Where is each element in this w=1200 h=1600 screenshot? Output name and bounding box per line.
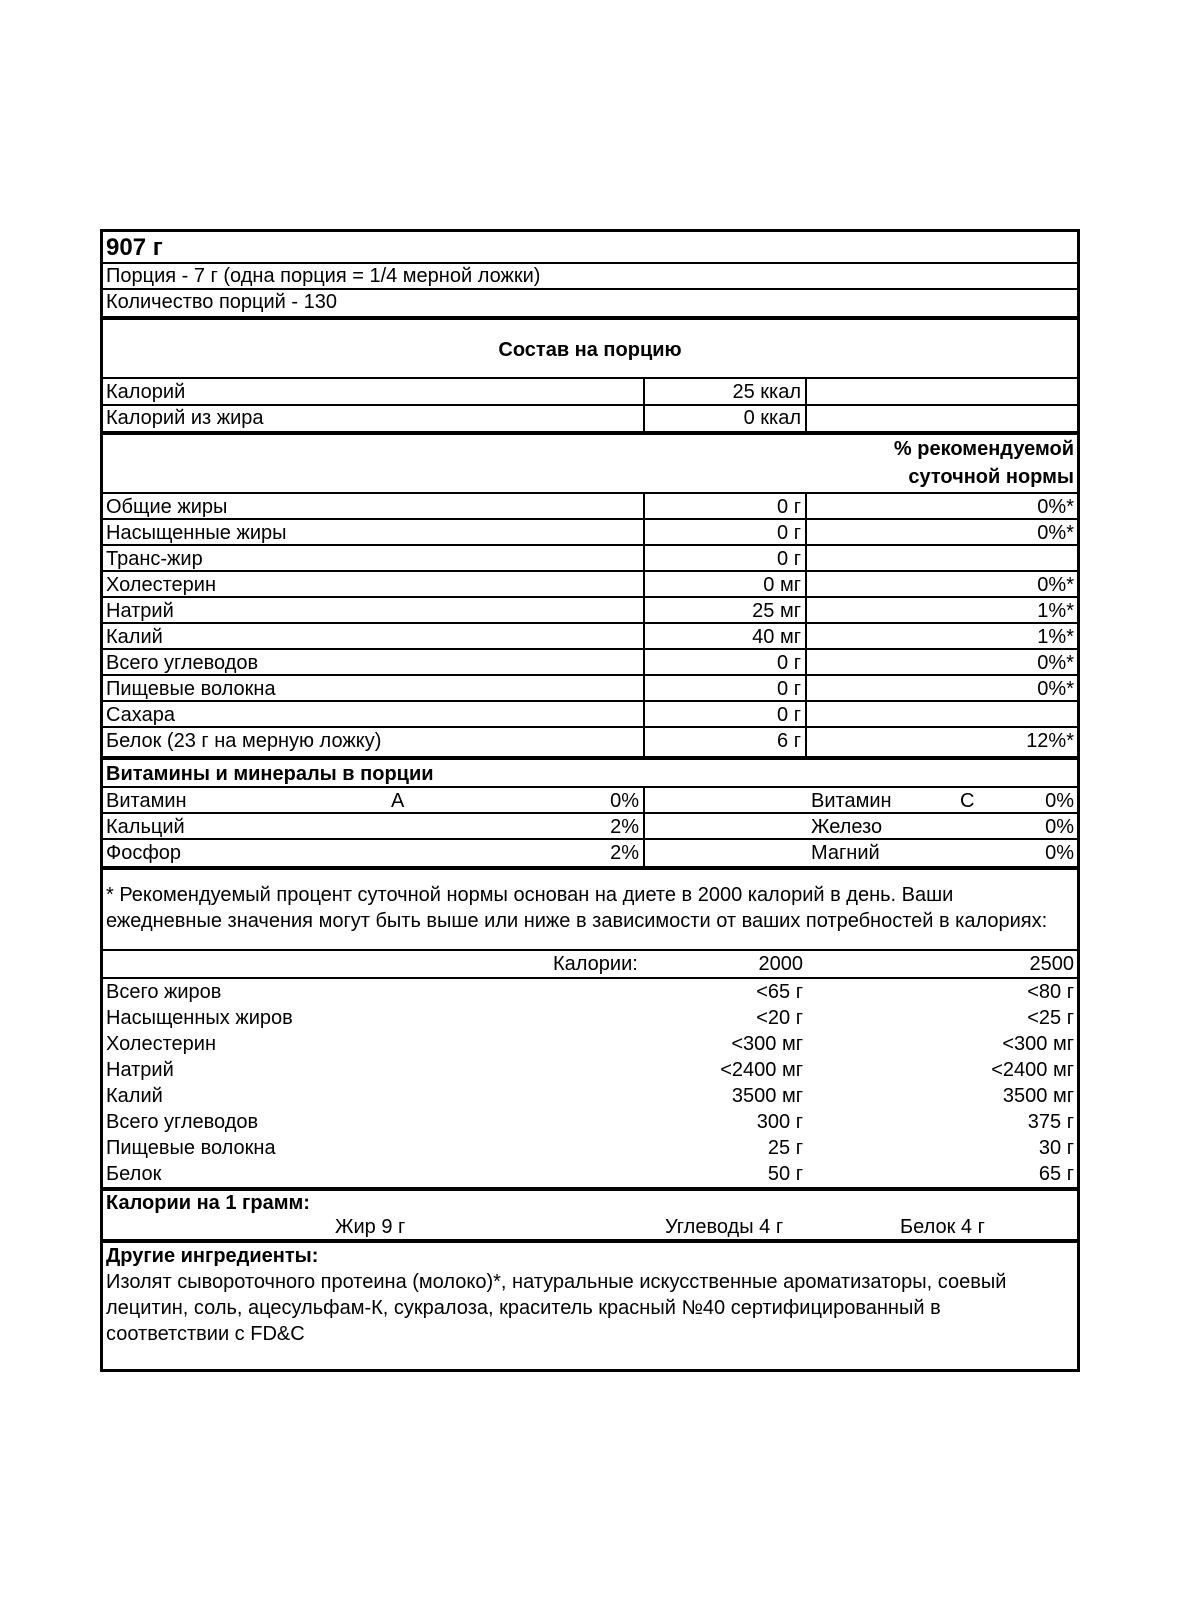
nutrient-amount: 0 мг [763,574,801,596]
divider [103,812,1077,814]
calories-block [103,379,1077,431]
reference-row-2500: 65 г [1038,1163,1074,1185]
column-line [805,494,807,756]
vitamin-right-name: Магний [811,842,880,864]
nutrient-amount: 0 г [777,496,801,518]
divider [103,949,1077,951]
divider [103,596,1077,598]
nutrient-dv: 12%* [1026,730,1074,752]
nutrient-name: Транс-жир [106,548,203,570]
nutrient-dv: 0%* [1037,574,1074,596]
column-line [643,379,645,431]
nutrient-amount: 25 мг [752,600,801,622]
per-gram-title: Калории на 1 грамм: [106,1192,310,1214]
vitamin-left-value: 2% [610,816,639,838]
divider [103,700,1077,702]
reference-row-2000: 25 г [767,1137,803,1159]
vitamin-left-name: Кальций [106,816,185,838]
nutrient-name: Насыщенные жиры [106,522,287,544]
vitamin-left-value: 2% [610,842,639,864]
divider [103,674,1077,676]
vitamin-left-name: Фосфор [106,842,182,864]
reference-row-2500: 375 г [1027,1111,1074,1133]
divider [103,622,1077,624]
divider [103,518,1077,520]
nutrient-amount: 0 г [777,704,801,726]
reference-table [103,979,1077,1187]
nutrient-name: Всего углеводов [106,652,259,674]
reference-row-2000: 300 г [756,1111,803,1133]
nutrient-dv: 1%* [1037,600,1074,622]
reference-row-name: Калий [106,1085,163,1107]
reference-row-name: Белок [106,1163,162,1185]
vitamin-right-name: Железо [811,816,883,838]
thick-divider [103,316,1077,320]
dv-header-line2: суточной нормы [908,466,1074,488]
ingredients-line2: лецитин, соль, ацесульфам-К, сукралоза, краситель красный №40 сертифицированный в [106,1297,941,1319]
nutrient-name: Холестерин [106,574,216,596]
nutrient-name: Натрий [106,600,174,622]
vitamin-left-value: 0% [610,790,639,812]
nutrients-table [103,494,1077,756]
reference-row-2500: <300 мг [1002,1033,1074,1055]
divider [103,544,1077,546]
reference-row-name: Всего жиров [106,981,222,1003]
reference-row-2000: 3500 мг [731,1085,803,1107]
vitamin-right-name: Витамин [811,790,892,812]
reference-row-name: Пищевые волокна [106,1137,276,1159]
ingredients-line3: соответствии с FD&C [106,1323,305,1345]
footnote-line2: ежедневные значения могут быть выше или ниже в зависимости от ваших потребностей в калориях: [106,910,1048,932]
reference-calories-label: Калории: [553,953,638,975]
fat-calories-value: 0 ккал [743,407,801,429]
reference-row-name: Всего углеводов [106,1111,259,1133]
reference-row-2000: <20 г [756,1007,803,1029]
vitamin-left-letter: A [391,790,405,812]
divider [103,726,1077,728]
nutrient-amount: 0 г [777,522,801,544]
reference-row-2500: <80 г [1027,981,1074,1003]
reference-row-2500: <2400 мг [991,1059,1074,1081]
vitamins-title: Витамины и минералы в порции [106,763,434,785]
ingredients-line1: Изолят сывороточного протеина (молоко)*, натуральные искусственные ароматизаторы, соевый [106,1271,1007,1293]
footnote-line1: * Рекомендуемый процент суточной нормы основан на диете в 2000 калорий в день. Ваши [106,884,954,906]
dv-header-line1: % рекомендуемой [893,438,1074,460]
nutrient-dv: 0%* [1037,496,1074,518]
calories-value: 25 ккал [732,381,801,403]
nutrient-name: Белок (23 г на мерную ложку) [106,730,382,752]
reference-row-name: Насыщенных жиров [106,1007,293,1029]
divider [103,648,1077,650]
thick-divider [103,866,1077,870]
thick-divider [103,1239,1077,1243]
reference-row-2500: 3500 мг [1002,1085,1074,1107]
composition-title: Состав на порцию [498,339,682,361]
vitamin-right-letter: C [960,790,975,812]
nutrient-dv: 0%* [1037,652,1074,674]
reference-col1: 2000 [758,953,803,975]
reference-row-name: Холестерин [106,1033,216,1055]
thick-divider [103,431,1077,435]
per-gram-carbs: Углеводы 4 г [665,1216,784,1238]
vitamin-right-value: 0% [1045,790,1074,812]
divider [103,838,1077,840]
serving-size: Порция - 7 г (одна порция = 1/4 мерной ложки) [106,265,541,287]
net-weight: 907 г [106,234,163,261]
nutrient-amount: 40 мг [752,626,801,648]
column-line [805,379,807,431]
reference-row-2000: <2400 мг [720,1059,803,1081]
reference-row-2000: 50 г [767,1163,803,1185]
nutrient-name: Сахара [106,704,175,726]
reference-col2: 2500 [1029,953,1074,975]
vitamin-right-value: 0% [1045,816,1074,838]
nutrient-name: Общие жиры [106,496,228,518]
vitamins-table [103,788,1077,866]
per-gram-fat: Жир 9 г [335,1216,406,1238]
nutrient-dv: 1%* [1037,626,1074,648]
nutrient-amount: 0 г [777,548,801,570]
column-line [643,788,645,866]
nutrition-label [100,229,1080,1372]
nutrient-name: Калий [106,626,163,648]
servings-count: Количество порций - 130 [106,291,337,313]
reference-row-2500: <25 г [1027,1007,1074,1029]
vitamin-left-name: Витамин [106,790,187,812]
nutrient-amount: 0 г [777,652,801,674]
nutrient-dv: 0%* [1037,522,1074,544]
fat-calories-label: Калорий из жира [106,407,264,429]
divider [103,570,1077,572]
reference-row-2000: <65 г [756,981,803,1003]
calories-label: Калорий [106,381,186,403]
reference-row-2500: 30 г [1038,1137,1074,1159]
ingredients-title: Другие ингредиенты: [106,1245,319,1267]
nutrient-name: Пищевые волокна [106,678,276,700]
thick-divider [103,756,1077,760]
nutrient-dv: 0%* [1037,678,1074,700]
per-gram-protein: Белок 4 г [900,1216,985,1238]
nutrient-amount: 6 г [777,730,801,752]
reference-row-2000: <300 мг [731,1033,803,1055]
column-line [643,494,645,756]
nutrient-amount: 0 г [777,678,801,700]
vitamin-right-value: 0% [1045,842,1074,864]
reference-row-name: Натрий [106,1059,174,1081]
